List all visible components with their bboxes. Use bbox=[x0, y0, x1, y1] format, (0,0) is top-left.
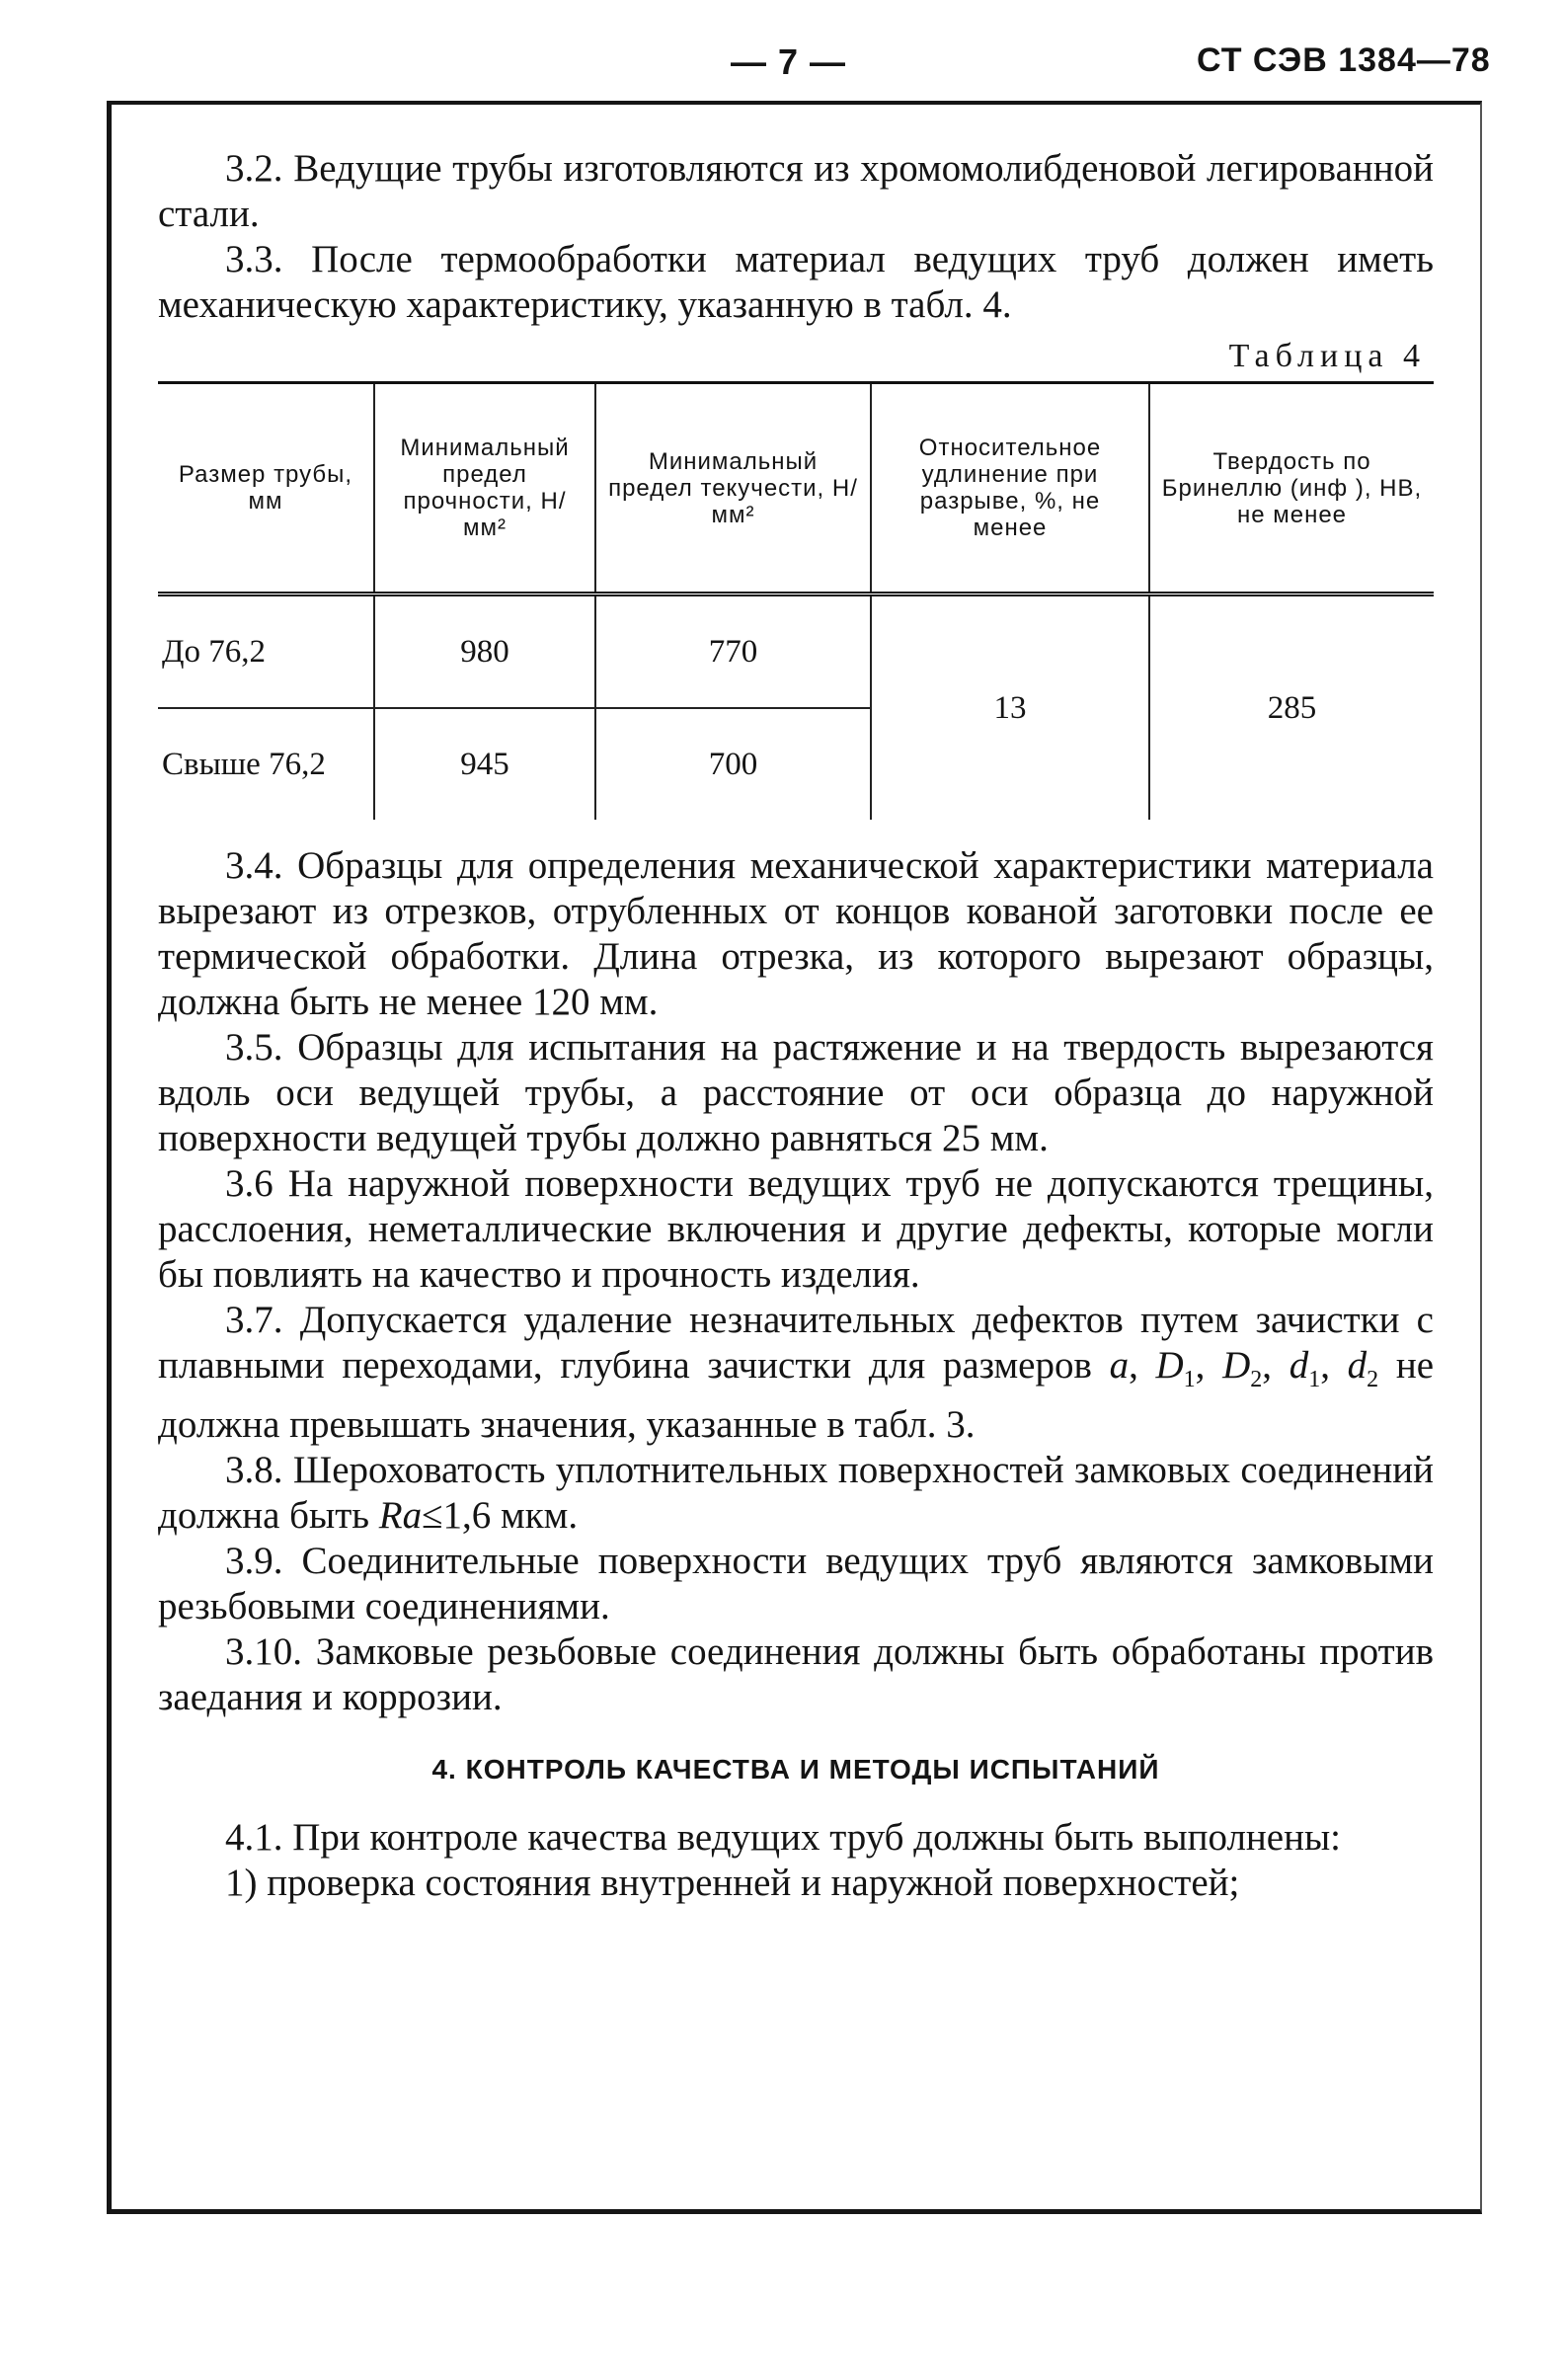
var-d1-upper: D bbox=[1155, 1344, 1184, 1387]
paragraph-3-8-suffix: ≤1,6 мкм. bbox=[422, 1493, 579, 1537]
roughness-symbol: Ra bbox=[378, 1493, 423, 1537]
paragraph-3-9: 3.9. Соединительные поверхности ведущих труб являются замковыми резьбовыми соединениями. bbox=[158, 1539, 1434, 1627]
cell-yield: 770 bbox=[595, 595, 871, 709]
sub-2: 2 bbox=[1367, 1366, 1379, 1392]
var-d2-lower: d bbox=[1347, 1344, 1368, 1387]
sub-1: 1 bbox=[1308, 1366, 1321, 1392]
page-header bbox=[0, 41, 1563, 91]
properties-table bbox=[158, 381, 1434, 820]
cell-strength: 945 bbox=[374, 708, 595, 820]
sub-2: 2 bbox=[1250, 1366, 1263, 1392]
paragraph-3-10: 3.10. Замковые резьбовые соединения должны быть обработаны против заедания и коррозии. bbox=[158, 1629, 1434, 1718]
header-yield-strength: Минимальный предел текучести, Н/мм² bbox=[595, 383, 871, 595]
paragraph-3-4: 3.4. Образцы для определения механической характеристики материала вырезают из отрезков, отрубленных от концов кованой заготовки после ее термической обработки. Длина отрезка, из которого вырезают образцы, должна быть не менее 120 мм. bbox=[158, 844, 1434, 1023]
paragraph-4-1: 4.1. При контроле качества ведущих труб должны быть выполнены: bbox=[225, 1815, 1341, 1859]
paragraph-3-7: 3.7. Допускается удаление незначительных дефектов путем зачистки с плавными переходами, глубина зачистки для размеров a, $D_1$, $D_2$, $d_1$, $d_2$ не должна превышать значения, указанные в табл. 3. bbox=[158, 1299, 1435, 1446]
paragraph-3-3: 3.3. После термообработки материал ведущих труб должен иметь механическую характеристику, указанную в табл. 4. bbox=[158, 238, 1434, 326]
header-elongation: Относительное удлинение при разрыве, %, не менее bbox=[871, 383, 1149, 595]
cell-yield: 700 bbox=[595, 708, 871, 820]
document-body bbox=[158, 146, 1434, 1906]
var-d1-lower: d bbox=[1289, 1344, 1309, 1387]
header-size: Размер трубы, мм bbox=[178, 461, 353, 515]
header-hardness: Твердость по Бринеллю (инф ), НВ, не менее bbox=[1149, 383, 1434, 595]
table-row bbox=[158, 595, 1434, 709]
cell-elongation: 13 bbox=[871, 595, 1149, 821]
table-caption: Таблица 4 bbox=[1228, 338, 1426, 374]
list-item: 1) проверка состояния внутренней и наружной поверхностей; bbox=[225, 1861, 1240, 1904]
paragraph-3-7-prefix: 3.7. Допускается удаление незначительных дефектов путем зачистки с плавными переходами, глубина зачистки для размеров bbox=[158, 1299, 1434, 1387]
cell-hardness: 285 bbox=[1149, 595, 1434, 821]
cell-size: Свыше 76,2 bbox=[162, 746, 326, 782]
body-text bbox=[158, 843, 1434, 1906]
header-tensile-strength: Минимальный предел прочности, Н/мм² bbox=[374, 383, 595, 595]
table-header-row bbox=[158, 383, 1434, 595]
paragraph-3-7-suffix: не должна превышать значения, указанные в табл. 3. bbox=[158, 1344, 1435, 1446]
section-heading: 4. КОНТРОЛЬ КАЧЕСТВА И МЕТОДЫ ИСПЫТАНИЙ bbox=[431, 1753, 1160, 1785]
paragraph-3-8 bbox=[158, 1448, 1434, 1539]
page-number: — 7 — bbox=[731, 41, 847, 82]
var-d2-upper: D bbox=[1222, 1344, 1251, 1387]
standard-code: СТ СЭВ 1384—78 bbox=[1197, 41, 1491, 79]
sub-1: 1 bbox=[1183, 1366, 1196, 1392]
cell-strength: 980 bbox=[374, 595, 595, 709]
paragraph-3-2: 3.2. Ведущие трубы изготовляются из хромомолибденовой легированной стали. bbox=[158, 147, 1434, 235]
paragraph-3-8-prefix: 3.8. Шероховатость уплотнительных поверхностей замковых соединений должна быть bbox=[158, 1448, 1434, 1537]
paragraph-3-5: 3.5. Образцы для испытания на растяжение и на твердость вырезаются вдоль оси ведущей трубы, а расстояние от оси образца до наружной поверхности ведущей трубы должно равняться 25 мм. bbox=[158, 1026, 1434, 1159]
var-a: a bbox=[1109, 1344, 1130, 1387]
paragraph-3-6: 3.6 На наружной поверхности ведущих труб не допускаются трещины, расслоения, неметаллические включения и другие дефекты, которые могли бы повлиять на качество и прочность изделия. bbox=[158, 1162, 1434, 1296]
cell-size: До 76,2 bbox=[158, 595, 374, 709]
